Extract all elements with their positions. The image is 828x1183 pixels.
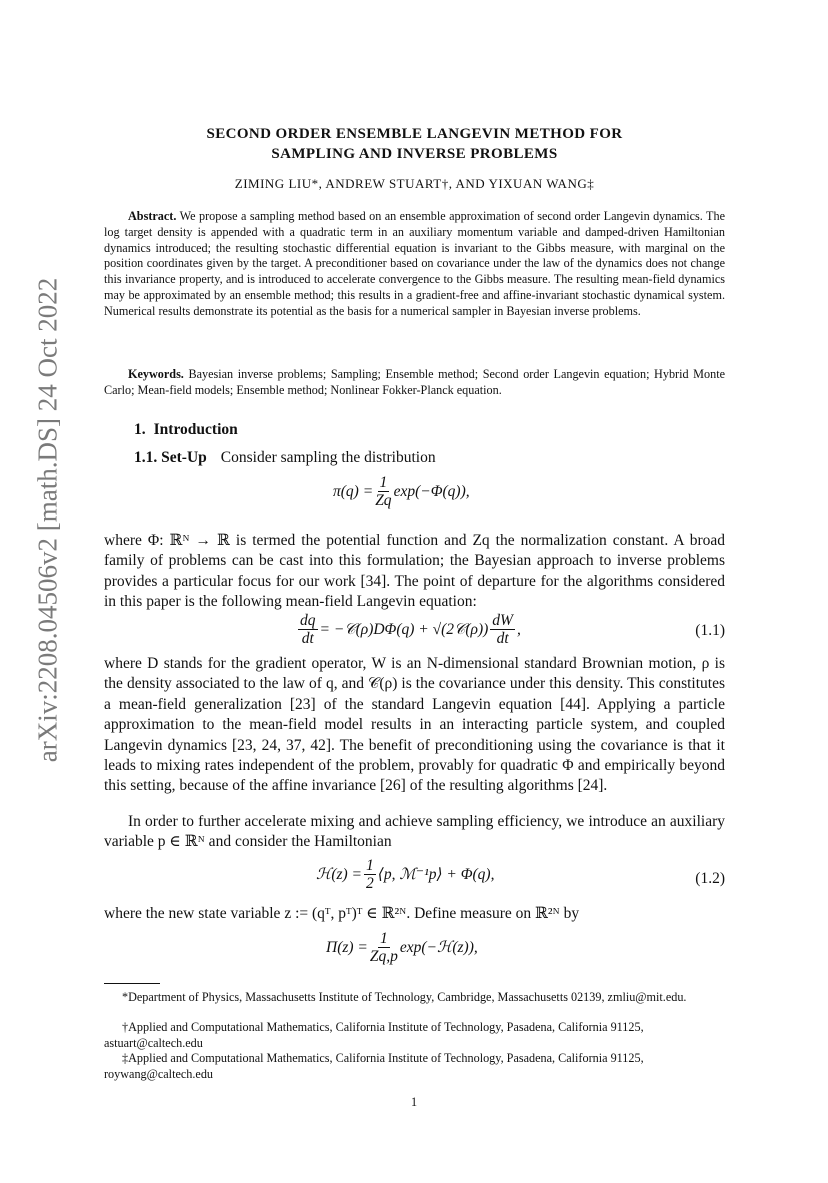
eq-Pi-fraction [370, 930, 398, 965]
equation-pi [333, 474, 470, 509]
eq11-rhs-numerator: dW [492, 612, 513, 629]
eq11-tail: , [516, 620, 521, 638]
eq11-rhs-denominator: dt [496, 630, 509, 647]
title-line-2: SAMPLING AND INVERSE PROBLEMS [271, 146, 558, 162]
footnote-1: *Department of Physics, Massachusetts Institute of Technology, Cambridge, Massachusetts 02139, zmliu@mit.edu. [122, 990, 687, 1004]
paragraph-4: where the new state variable z := (qᵀ, pᵀ)ᵀ ∈ ℝ²ᴺ. Define measure on ℝ²ᴺ by [104, 905, 580, 922]
section-title: Introduction [153, 421, 238, 438]
eq-Pi-denominator: Zq,p [369, 948, 398, 965]
eq-pi-numerator: 1 [379, 474, 388, 491]
eq11-lhs-numerator: dq [300, 612, 316, 629]
footnote-rule [104, 983, 160, 984]
authors: ZIMING LIU*, ANDREW STUART†, AND YIXUAN WANG‡ [234, 176, 595, 191]
subsection-text: Consider sampling the distribution [220, 449, 436, 466]
paragraph-1: where Φ: ℝᴺ → ℝ is termed the potential function and Zq the normalization constant. A broad family of problems can be cast into this formulation; the Bayesian approach to inverse problems provides a particular focus for our work [34]. The point of departure for the algorithms considered in this paper is the following mean-field Langevin equation: [104, 532, 725, 611]
equation-label-1-2: (1.2) [695, 870, 725, 887]
eq12-numerator: 1 [366, 857, 374, 874]
equation-1-2 [316, 857, 494, 892]
paragraph-2: where D stands for the gradient operator, W is an N-dimensional standard Brownian motion, ρ is the density associated to the law of q, and 𝒞(ρ) is the covariance under this density. This constitutes a mean-field generalization [23] of the standard Langevin equation [44]. Applying a particle approximation to the mean-field model results in an interacting particle system, and coupled Langevin dynamics [23, 24, 37, 42]. The benefit of preconditioning using the covariance is that it leads to mixing rates independent of the problem, provably for quadratic Φ and empirically beyond this setting, because of the affine invariance [26] of the resulting algorithms [24]. [104, 655, 725, 795]
eq-pi-rhs: exp(−Φ(q)), [393, 482, 470, 500]
keywords-text: Bayesian inverse problems; Sampling; Ensemble method; Second order Langevin equation; Hybrid Monte Carlo; Mean-field models; Ensemble method; Nonlinear Fokker-Planck equation. [104, 367, 725, 397]
abstract-text: We propose a sampling method based on an ensemble approximation of second order Langevin dynamics. The log target density is appended with a quadratic term in an auxiliary momentum variable and damped-driven Hamiltonian dynamics introduced; the resulting stochastic differential equation is invariant to the Gibbs measure, with marginal on the position coordinates given by the target. A preconditioner based on covariance under the law of the dynamics does not change this invariance property, and is introduced to accelerate convergence to the Gibbs measure. The resulting mean-field dynamics may be approximated by an ensemble method; this results in a gradient-free and affine-invariant stochastic dynamical system. Numerical results demonstrate its potential as the basis for a numerical sampler in Bayesian inverse problems. [104, 209, 726, 318]
keywords-label: Keywords. [128, 367, 184, 381]
title-line-1: SECOND ORDER ENSEMBLE LANGEVIN METHOD FOR [206, 126, 623, 142]
eq-pi-fraction [375, 474, 391, 509]
eq-pi-denominator: Zq [375, 492, 392, 509]
eq12-lhs: ℋ(z) = [316, 866, 363, 883]
page-number: 1 [410, 1095, 418, 1109]
eq11-rhs-fraction [490, 612, 515, 647]
eq12-denominator: 2 [366, 875, 374, 892]
eq11-middle: = −𝒞(ρ)DΦ(q) + √(2𝒞(ρ)) [319, 620, 489, 638]
eq-Pi-numerator: 1 [380, 930, 388, 947]
subsection-label: 1.1. Set-Up [134, 449, 207, 466]
keywords [104, 367, 725, 399]
paper-title [104, 124, 725, 164]
arxiv-stamp-text: arXiv:2208.04506v2 [math.DS] 24 Oct 2022 [32, 277, 63, 763]
equation-1-1 [296, 612, 521, 647]
abstract [104, 209, 725, 320]
eq11-lhs-fraction [298, 612, 318, 647]
arxiv-stamp [28, 210, 68, 830]
equation-label-1-1: (1.1) [695, 622, 725, 639]
eq-Pi-lhs: Π(z) = [326, 938, 368, 956]
eq11-lhs-denominator: dt [301, 630, 314, 647]
footnote-2: †Applied and Computational Mathematics, California Institute of Technology, Pasadena, California 91125, astuart@caltech.edu [104, 1020, 644, 1050]
subsection-heading [134, 449, 436, 467]
eq12-fraction [364, 857, 376, 892]
eq-Pi-rhs: exp(−ℋ(z)), [399, 939, 478, 956]
footnote-3: ‡Applied and Computational Mathematics, California Institute of Technology, Pasadena, California 91125, roywang@caltech.edu [104, 1051, 644, 1081]
section-heading [134, 421, 238, 439]
abstract-label: Abstract. [128, 209, 177, 223]
eq-pi-lhs: π(q) = [333, 482, 374, 500]
paragraph-3: In order to further accelerate mixing and achieve sampling efficiency, we introduce an auxiliary variable p ∈ ℝᴺ and consider the Hamiltonian [104, 813, 725, 851]
equation-Pi [326, 930, 478, 965]
section-number: 1. [134, 421, 146, 438]
eq12-rhs: ⟨p, ℳ⁻¹p⟩ + Φ(q), [377, 866, 495, 883]
